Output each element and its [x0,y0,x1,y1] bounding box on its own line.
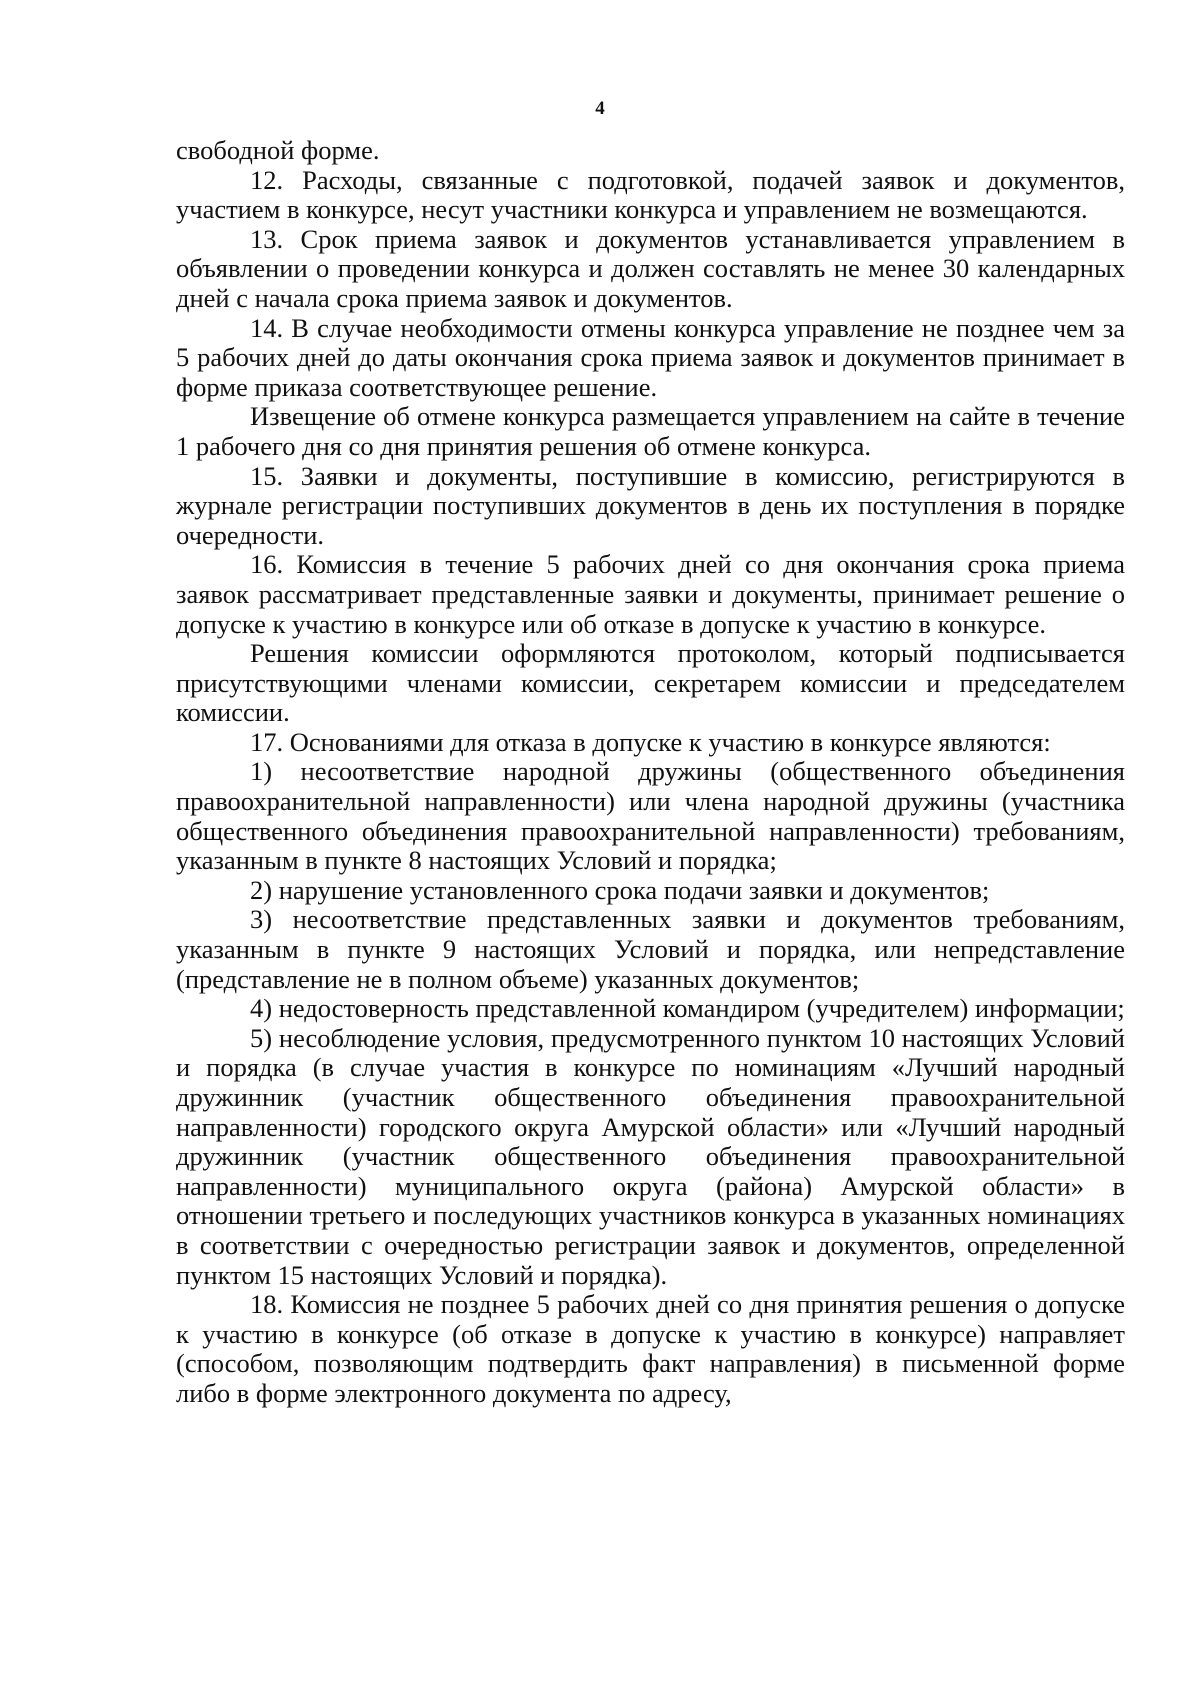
page-number: 4 [595,98,605,119]
paragraph-17-item-5: 5) несоблюдение условия, предусмотренного пунктом 10 настоящих Условий и порядка (в случае участия в конкурсе по номинациям «Лучший народный дружинник (участник общественного объединения правоохранительной направленности) городского округа Амурской области» или «Лучший народный дружинник (участник общественного объединения правоохранительной направленности) муниципального округа (района) Амурской области» в отношении третьего и последующих участников конкурса в указанных номинациях в соответствии с очередностью регистрации заявок и документов, определенной пунктом 15 настоящих Условий и порядка). [176,1022,1125,1290]
paragraph-continuation: свободной форме. [176,135,380,165]
paragraph-16-decisions: Решения комиссии оформляются протоколом, который подписывается присутствующими членами комиссии, секретарем комиссии и председателем комиссии. [176,638,1125,728]
paragraph-15: 15. Заявки и документы, поступившие в комиссию, регистрируются в журнале регистрации поступивших документов в день их поступления в порядке очередности. [176,460,1125,550]
paragraph-17-item-2: 2) нарушение установленного срока подачи заявки и документов; [250,874,990,905]
paragraph-17-item-4: 4) недостоверность представленной командиром (учредителем) информации; [250,993,1125,1024]
paragraph-12: 12. Расходы, связанные с подготовкой, подачей заявок и документов, участием в конкурсе, несут участники конкурса и управлением не возмещаются. [176,164,1125,225]
paragraph-16: 16. Комиссия в течение 5 рабочих дней со дня окончания срока приема заявок рассматривает представленные заявки и документы, принимает решение о допуске к участию в конкурсе или об отказе в допуске к участию в конкурсе. [176,549,1125,639]
paragraph-14-notice: Извещение об отмене конкурса размещается управлением на сайте в течение 1 рабочего дня со дня принятия решения об отмене конкурса. [176,401,1125,461]
paragraph-18: 18. Комиссия не позднее 5 рабочих дней со дня принятия решения о допуске к участию в конкурсе (об отказе в допуске к участию в конкурсе) направляет (способом, позволяющим подтвердить факт направления) в письменной форме либо в форме электронного документа по адресу, [176,1289,1125,1408]
paragraph-17: 17. Основаниями для отказа в допуске к участию в конкурсе являются: [250,726,1051,757]
paragraph-14: 14. В случае необходимости отмены конкурса управление не позднее чем за 5 рабочих дней до даты окончания срока приема заявок и документов принимает в форме приказа соответствующее решение. [176,312,1125,402]
document-body [176,136,1125,1409]
paragraph-17-item-1: 1) несоответствие народной дружины (общественного объединения правоохранительной направленности) или члена народной дружины (участника общественного объединения правоохранительной направленности) требованиям, указанным в пункте 8 настоящих Условий и порядка; [176,756,1125,876]
paragraph-17-item-3: 3) несоответствие представленных заявки и документов требованиям, указанным в пункте 9 настоящих Условий и порядка, или непредставление (представление не в полном объеме) указанных документов; [176,904,1125,994]
paragraph-13: 13. Срок приема заявок и документов устанавливается управлением в объявлении о проведении конкурса и должен составлять не менее 30 календарных дней с начала срока приема заявок и документов. [176,223,1125,313]
